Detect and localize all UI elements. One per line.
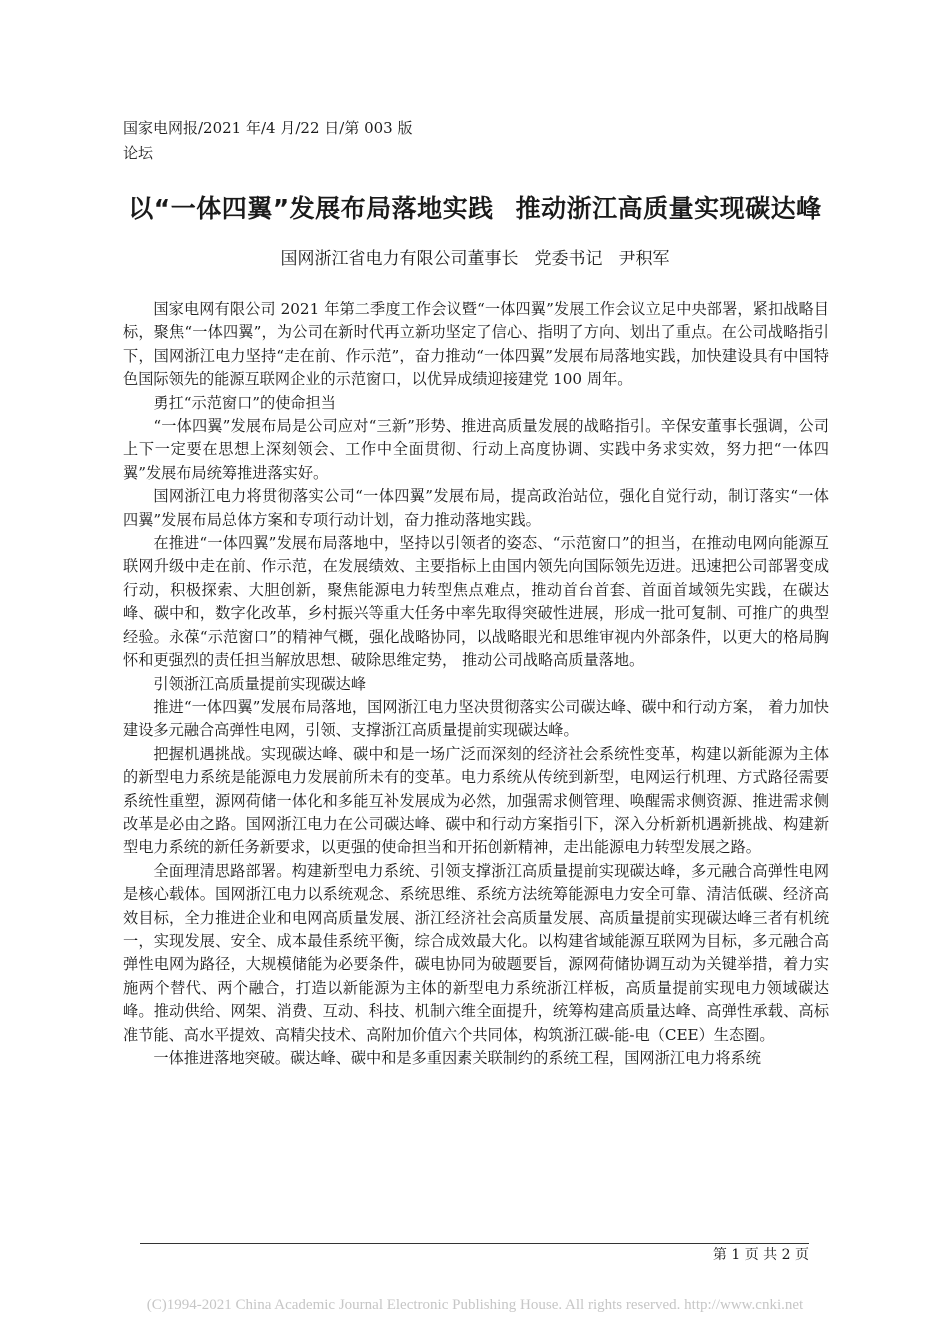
author-name: 尹积军 — [618, 249, 670, 269]
subheading-mission: 勇扛“示范窗口”的使命担当 — [153, 393, 336, 412]
paragraph: 把握机遇挑战。实现碳达峰、碳中和是一场广泛而深刻的经济社会系统性变革，构建以新能源为主体的新型电力系统是能源电力发展前所未有的变革。电力系统从传统到新型，电网运行机理、方式路径需要系统性重塑，源网荷储一体化和多能互补发展成为必然，加强需求侧管理、唤醒需求侧资源、推进需求侧改革是必由之路。国网浙江电力在公司碳达峰、碳中和行动方案指引下，深入分析新机遇新挑战、构建新型电力系统的新任务新要求，以更强的使命担当和开拓创新精神，走出能源电力转型发展之路。 — [123, 744, 829, 857]
subheading-carbon-peak: 引领浙江高质量提前实现碳达峰 — [153, 674, 367, 693]
author-line — [0, 247, 950, 271]
footer-divider — [140, 1243, 809, 1244]
title-part-1: 以“一体四翼”发展布局落地实践 — [128, 194, 494, 223]
paragraph: 国网浙江电力将贯彻落实公司“一体四翼”发展布局，提高政治站位，强化自觉行动，制订落实“一体四翼”发展布局总体方案和专项行动计划，奋力推动落地实践。 — [123, 487, 829, 529]
paragraph-intro: 国家电网有限公司 2021 年第二季度工作会议暨“一体四翼”发展工作会议立足中央部署，紧扣战略目标，聚焦“一体四翼”，为公司在新时代再立新功坚定了信心、指明了方向、划出了重点。在公司战略指引下，国网浙江电力坚持“走在前、作示范”，奋力推动“一体四翼”发展布局落地实践，加快建设具有中国特色国际领先的能源互联网企业的示范窗口，以优异成绩迎接建党 100 周年。 — [123, 300, 829, 389]
paragraph: 全面理清思路部署。构建新型电力系统、引领支撑浙江高质量提前实现碳达峰，多元融合高弹性电网是核心载体。国网浙江电力以系统观念、系统思维、系统方法统筹能源电力安全可靠、清洁低碳、经济高效目标，全力推进企业和电网高质量发展、浙江经济社会高质量发展、高质量提前实现碳达峰三者有机统一，实现发展、安全、成本最佳系统平衡，综合成效最大化。以构建省域能源互联网为目标，多元融合高弹性电网为路径，大规模储能为必要条件，碳电协同为破题要旨，源网荷储协调互动为关键举措，着力实施两个替代、两个融合，打造以新能源为主体的新型电力系统浙江样板，高质量提前实现电力领域碳达峰。推动供给、网架、消费、互动、科技、机制六维全面提升，统筹构建高质量达峰、高弹性承载、高标准节能、高水平提效、高精尖技术、高附加价值六个共同体，构筑浙江碳-能-电（CEE）生态圈。 — [123, 861, 829, 1044]
author-org: 国网浙江省电力有限公司董事长 — [280, 249, 519, 269]
title-part-2: 推动浙江高质量实现碳达峰 — [515, 194, 822, 223]
author-role: 党委书记 — [534, 249, 603, 269]
page-number: 第 1 页 共 2 页 — [712, 1247, 809, 1263]
publication-source: 国家电网报/2021 年/4 月/22 日/第 003 版 — [123, 119, 413, 137]
article-title — [0, 192, 950, 226]
article-body — [123, 298, 829, 1070]
paragraph: 推进“一体四翼”发展布局落地，国网浙江电力坚决贯彻落实公司碳达峰、碳中和行动方案， 着力加快建设多元融合高弹性电网，引领、支撑浙江高质量提前实现碳达峰。 — [123, 697, 829, 740]
paragraph: 在推进“一体四翼”发展布局落地中，坚持以引领者的姿态、“示范窗口”的担当，在推动电网向能源互联网升级中走在前、作示范，在发展绩效、主要指标上由国内领先向国际领先迈进。迅速把公司部署变成行动，积极探索、大胆创新，聚焦能源电力转型焦点难点，推动首台首套、首面首域领先实践，在碳达峰、碳中和，数字化改革，乡村振兴等重大任务中率先取得突破性进展，形成一批可复制、可推广的典型经验。永葆“示范窗口”的精神气概，强化战略协同，以战略眼光和思维审视内外部条件，以更大的格局胸怀和更强烈的责任担当解放思想、破除思维定势， 推动公司战略高质量落地。 — [123, 534, 829, 670]
paragraph: 一体推进落地突破。碳达峰、碳中和是多重因素关联制约的系统工程，国网浙江电力将系统 — [153, 1049, 761, 1067]
copyright-watermark: (C)1994-2021 China Academic Journal Electronic Publishing House. All rights reserved. http://www.cnki.net — [146, 1297, 804, 1313]
section-label: 论坛 — [123, 144, 154, 162]
article-header — [123, 116, 413, 166]
paragraph: “一体四翼”发展布局是公司应对“三新”形势、推进高质量发展的战略指引。辛保安董事长强调，公司上下一定要在思想上深刻领会、工作中全面贯彻、行动上高度协调、实践中务求实效，努力把“一体四翼”发展布局统筹推进落实好。 — [123, 417, 829, 482]
